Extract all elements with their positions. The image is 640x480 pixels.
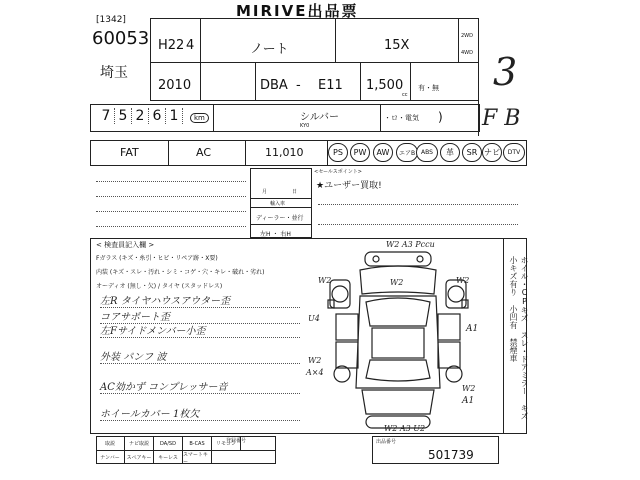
footer-cell: ナンバー <box>96 451 125 464</box>
inspector-header: < 検査員記入欄 > <box>96 241 155 249</box>
mileage-digit: 6 <box>149 108 166 124</box>
option-pill: エアB <box>396 143 418 162</box>
option-pill: PW <box>350 143 370 162</box>
mark-left-side: U4 <box>308 314 320 323</box>
option-pill: DTV <box>503 143 525 162</box>
mini-dealer: ディーラー・並行 <box>256 215 304 222</box>
mileage-digit: 7 <box>98 108 115 124</box>
chassis-code: E11 <box>318 78 343 93</box>
transmission: FAT <box>120 146 139 159</box>
front-left-light <box>373 256 379 262</box>
inspector-note: 左Fサイドメンバー小歪 <box>100 322 300 338</box>
inspector-note: 外装 パンフ 波 <box>100 348 300 364</box>
fuel-options: ・ロ・電気 <box>384 114 419 122</box>
footer-cell: リモコン <box>212 437 241 450</box>
footer-cell: スペアキー <box>125 451 154 464</box>
mark-rear: W2 A3 U2 <box>384 424 426 433</box>
sale-point-header: <セールスポイント> <box>314 169 362 175</box>
displacement: 1,500 <box>366 78 404 93</box>
side-panel-text: ホイル・CPキズ スレ・ドアミラー キズ 小キズ有り 小凹有 禁煙車 <box>509 256 529 420</box>
mark-right-rear-a: A1 <box>462 396 475 406</box>
footer-cell: キーレス <box>154 451 183 464</box>
mileage-unit: km <box>190 113 209 123</box>
chassis-prefix: DBA <box>260 78 288 93</box>
inspector-note: コアサポート歪 <box>100 308 300 324</box>
sale-point-box <box>312 166 527 238</box>
mark-center-front: W2 <box>390 278 404 287</box>
mini-header2: 輸入車 <box>270 201 286 207</box>
chassis-dash: - <box>296 78 301 93</box>
mileage-digit: 1 <box>166 108 183 124</box>
left-rear-door <box>336 342 358 368</box>
interior-line: 内装 (キズ・スレ・汚れ・シミ・コゲ・穴・キレ・破れ・劣れ) <box>96 269 265 276</box>
drive-2wd: 2WD <box>461 33 473 39</box>
mark-right-rear-w: W2 <box>462 384 476 393</box>
option-pill: SR <box>462 143 482 162</box>
mileage-digit: 2 <box>132 108 149 124</box>
notes-area <box>90 168 250 230</box>
front-bumper <box>365 252 431 266</box>
mini-steering: 左H ・ 右H <box>260 231 291 238</box>
lot-code: [1342] <box>96 15 126 25</box>
windshield <box>366 298 430 326</box>
left-front-door <box>336 314 358 340</box>
mini-day: 日 <box>292 189 298 195</box>
drive-4wd: 4WD <box>461 50 473 56</box>
rear-window <box>366 360 430 381</box>
option-pill: AW <box>373 143 393 162</box>
model-name: ノート <box>250 42 289 57</box>
reg-label: 登録番号 <box>226 438 247 444</box>
month: 4 <box>186 38 195 53</box>
sale-point-text: ★ユーザー買取! <box>316 181 382 191</box>
mini-month: 月 <box>262 189 268 195</box>
footer-row1 <box>96 437 276 450</box>
mark-front: W2 A3 Pccu <box>386 240 435 249</box>
mark-right-front: W2 <box>456 276 470 285</box>
exhibit-number: 501739 <box>428 448 474 462</box>
trunk <box>362 390 434 414</box>
roof <box>372 328 424 358</box>
form-title: MIRIVE出品票 <box>236 2 359 20</box>
lot-number: 60053 <box>92 28 150 49</box>
mileage-display: 11,010 <box>265 146 304 159</box>
right-rear-door <box>438 342 460 368</box>
interior-grade: F B <box>482 106 521 131</box>
grade: 15X <box>384 38 410 53</box>
option-pill: ABS <box>416 143 438 162</box>
inspector-note: 左R タイヤハウスアウター歪 <box>100 292 300 308</box>
color: シルバー <box>300 112 340 123</box>
exhibit-label: 出品番号 <box>376 439 397 445</box>
footer-cell: DA/SD <box>154 437 183 450</box>
footer-cell: B-CAS <box>183 437 212 450</box>
first-reg-year: 2010 <box>158 78 192 93</box>
score: 3 <box>493 50 518 94</box>
glass-line: Fガラス (キズ・糸引・ヒビ・リペア跡・X要) <box>96 255 218 262</box>
footer-row2 <box>96 451 276 464</box>
mark-right-side: A1 <box>466 324 479 334</box>
year-jp: H22 <box>158 38 185 53</box>
footer-cell: 取説 <box>96 437 125 450</box>
inspection: 有・無 <box>418 84 439 92</box>
cc-unit: cc <box>402 92 408 98</box>
mark-left-rear-w: W2 <box>308 356 322 365</box>
footer-cell: ナビ取説 <box>125 437 154 450</box>
front-right-light <box>417 256 423 262</box>
audio-line: オーディオ (無し・欠) / タイヤ (スタッドレス) <box>96 283 223 290</box>
right-front-door <box>438 314 460 340</box>
inspector-note: AC効かず コンプレッサー音 <box>100 378 300 394</box>
aircon: AC <box>196 146 212 159</box>
footer-cell: スマートキー <box>183 451 212 464</box>
color-code: KY0 <box>300 123 310 129</box>
fuel-paren: ) <box>438 110 443 124</box>
inspector-note: ホイールカバー 1枚欠 <box>100 405 300 421</box>
option-pill: ナビ <box>482 143 502 162</box>
mark-left-rear-a: A×4 <box>306 368 324 377</box>
body <box>356 296 440 388</box>
mileage-digit: 5 <box>115 108 132 124</box>
option-pill: 革 <box>440 143 460 162</box>
prefecture: 埼玉 <box>100 65 128 81</box>
front-left-fender <box>330 280 350 308</box>
option-pill: PS <box>328 143 348 162</box>
mark-left-front: W2 <box>318 276 332 285</box>
